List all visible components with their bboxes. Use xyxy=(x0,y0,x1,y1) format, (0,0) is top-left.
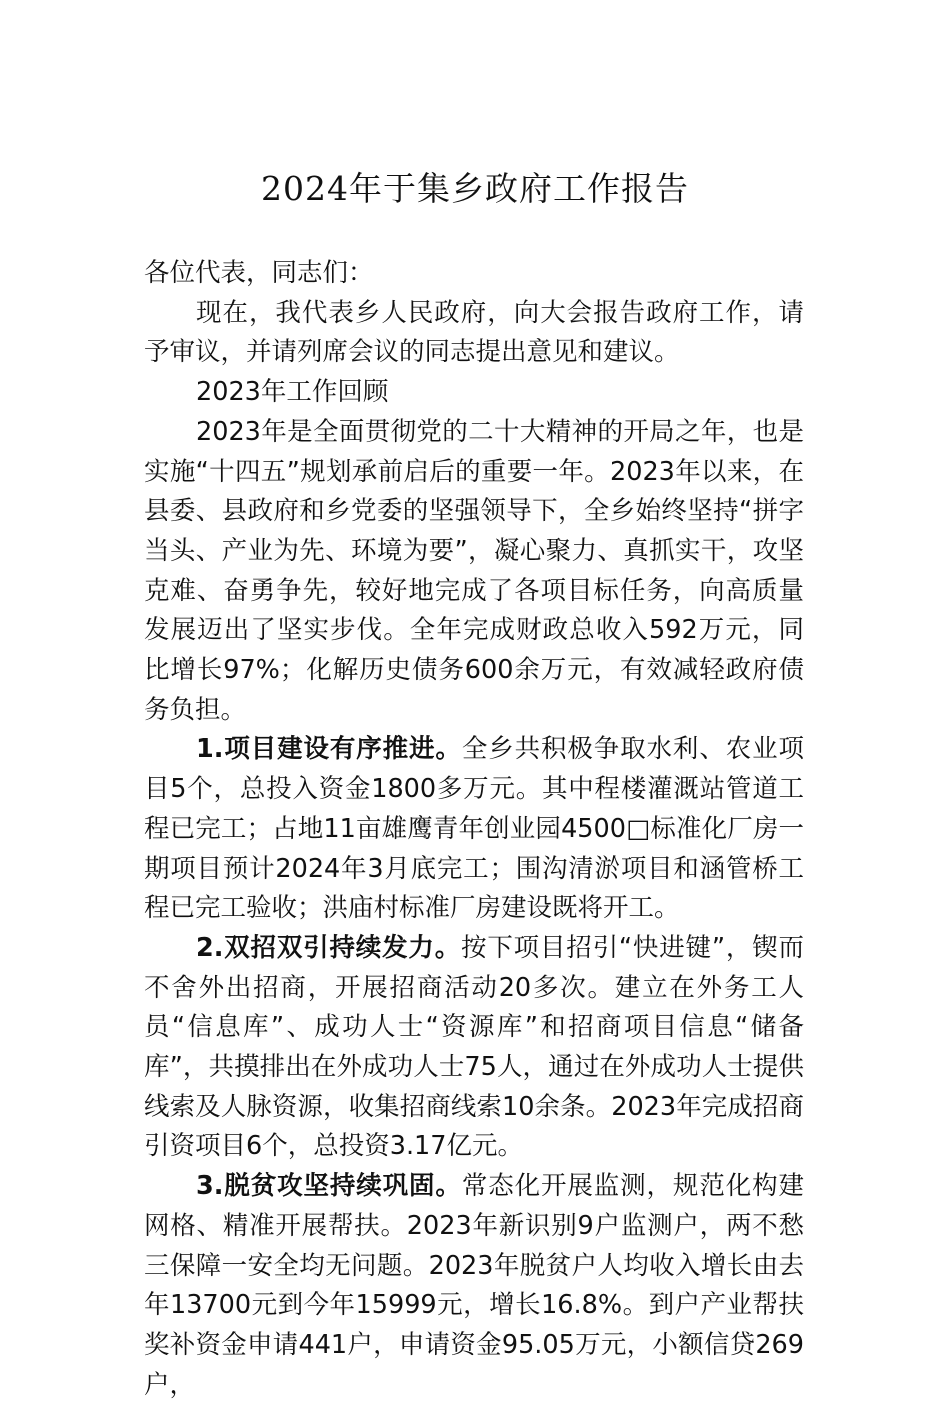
item-heading-2: 2.双招双引持续发力。 xyxy=(196,932,462,963)
salutation: 各位代表，同志们： xyxy=(144,258,374,288)
item-heading-3: 3.脱贫攻坚持续巩固。 xyxy=(196,1171,462,1202)
item-paragraph-2 xyxy=(144,929,804,1167)
item-paragraph-1 xyxy=(144,730,804,929)
document-body xyxy=(144,254,804,1405)
item-text-2: 按下项目招引“快进键”，锲而不舍外出招商，开展招商活动20多次。建立在外务工人员“信息库”、成功人士“资源库”和招商项目信息“储备库”，共摸排出在外成功人士75人，通过在外成功人士提供线索及人脉资源，收集招商线索10余条。2023年完成招商引资项目6个，总投资3.17亿元。 xyxy=(144,932,804,1162)
item-paragraph-3 xyxy=(144,1167,804,1405)
item-text-3: 常态化开展监测，规范化构建网格、精准开展帮扶。2023年新识别9户监测户，两不愁三保障一安全均无问题。2023年脱贫户人均收入增长由去年13700元到今年15999元，增长16.8%。到户产业帮扶奖补资金申请441户，申请资金95.05万元，小额信贷269户， xyxy=(144,1171,804,1400)
overview-paragraph: 2023年是全面贯彻党的二十大精神的开局之年，也是实施“十四五”规划承前启后的重要一年。2023年以来，在县委、县政府和乡党委的坚强领导下，全乡始终坚持“拼字当头、产业为先、环境为要”，凝心聚力、真抓实干，攻坚克难、奋勇争先，较好地完成了各项目标任务，向高质量发展迈出了坚实步伐。全年完成财政总收入592万元，同比增长97%；化解历史债务600余万元，有效减轻政府债务负担。 xyxy=(144,416,804,725)
item-text-1: 全乡共积极争取水利、农业项目5个，总投入资金1800多万元。其中程楼灌溉站管道工程已完工；占地11亩雄鹰青年创业园4500□标准化厂房一期项目预计2024年3月底完工；围沟清淤项目和涵管桥工程已完工验收；洪庙村标准厂房建设既将开工。 xyxy=(144,734,804,924)
section-heading: 2023年工作回顾 xyxy=(196,377,389,408)
item-heading-1: 1.项目建设有序推进。 xyxy=(196,734,462,765)
intro-paragraph: 现在，我代表乡人民政府，向大会报告政府工作，请予审议，并请列席会议的同志提出意见和建议。 xyxy=(144,297,804,368)
document-title: 2024年于集乡政府工作报告 xyxy=(261,169,689,208)
